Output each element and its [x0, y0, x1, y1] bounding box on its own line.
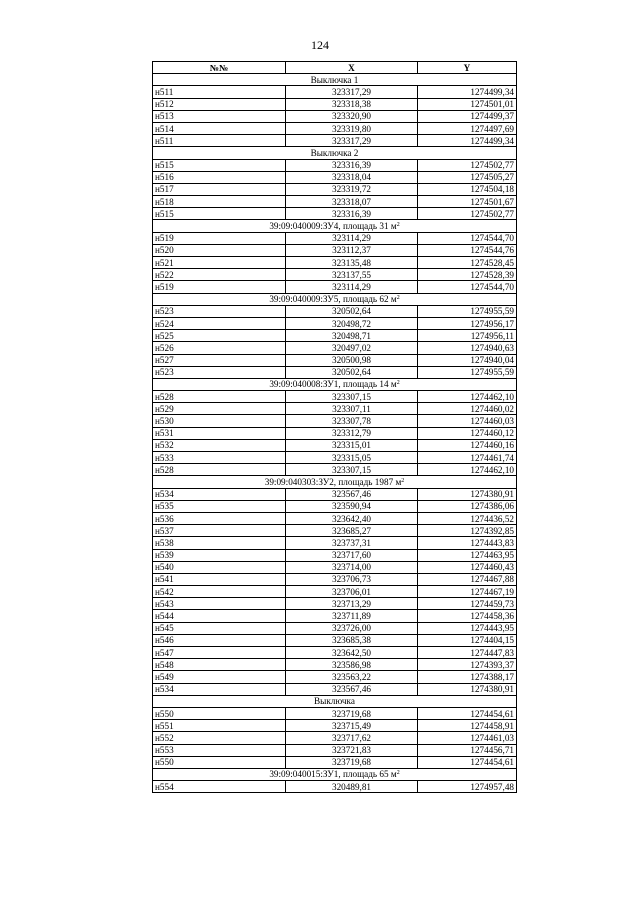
x-coordinate-cell: 323706,73 — [286, 573, 418, 585]
x-coordinate-cell: 323114,29 — [286, 232, 418, 244]
table-row — [153, 122, 517, 134]
table-row — [153, 647, 517, 659]
x-coordinate-cell: 323316,39 — [286, 159, 418, 171]
section-title-text: Выключка 1 — [310, 74, 359, 85]
table-row — [153, 525, 517, 537]
table-row — [153, 98, 517, 110]
point-number-cell: н529 — [153, 403, 286, 415]
y-coordinate-cell: 1274460,03 — [418, 415, 517, 427]
point-number-cell: н524 — [153, 317, 286, 329]
x-coordinate-cell: 323307,15 — [286, 464, 418, 476]
y-coordinate-cell: 1274528,39 — [418, 269, 517, 281]
table-row — [153, 707, 517, 719]
point-number-cell: н552 — [153, 732, 286, 744]
x-coordinate-cell: 323315,01 — [286, 439, 418, 451]
point-number-cell: н515 — [153, 159, 286, 171]
x-coordinate-cell: 323112,37 — [286, 244, 418, 256]
section-header-row — [153, 476, 517, 488]
point-number-cell: н517 — [153, 183, 286, 195]
table-row — [153, 342, 517, 354]
section-title-superscript: 2 — [396, 770, 400, 777]
y-coordinate-cell: 1274393,37 — [418, 659, 517, 671]
table-row — [153, 500, 517, 512]
point-number-cell: н519 — [153, 281, 286, 293]
point-number-cell: н539 — [153, 549, 286, 561]
point-number-cell: н550 — [153, 756, 286, 768]
y-coordinate-cell: 1274467,19 — [418, 586, 517, 598]
section-header-row — [153, 147, 517, 159]
x-coordinate-cell: 323737,31 — [286, 537, 418, 549]
section-header-row — [153, 695, 517, 707]
table-row — [153, 427, 517, 439]
y-coordinate-cell: 1274456,71 — [418, 744, 517, 756]
point-number-cell: н520 — [153, 244, 286, 256]
x-coordinate-cell: 323307,11 — [286, 403, 418, 415]
x-coordinate-cell: 323315,05 — [286, 452, 418, 464]
table-header-row — [153, 62, 517, 74]
y-coordinate-cell: 1274460,12 — [418, 427, 517, 439]
section-title-superscript: 2 — [396, 295, 400, 302]
point-number-cell: н515 — [153, 208, 286, 220]
point-number-cell: н544 — [153, 610, 286, 622]
table-body — [153, 74, 517, 793]
section-title-text: 39:09:040015:ЗУ1, площадь 65 м — [269, 769, 397, 780]
table-row — [153, 330, 517, 342]
y-coordinate-cell: 1274459,73 — [418, 598, 517, 610]
x-coordinate-cell: 320498,71 — [286, 330, 418, 342]
section-title-text: 39:09:040008:ЗУ1, площадь 14 м — [269, 379, 397, 390]
header-point-number: №№ — [153, 62, 286, 74]
table-row — [153, 196, 517, 208]
section-header-row — [153, 293, 517, 305]
x-coordinate-cell: 320502,64 — [286, 305, 418, 317]
x-coordinate-cell: 323563,22 — [286, 671, 418, 683]
table-row — [153, 549, 517, 561]
x-coordinate-cell: 320500,98 — [286, 354, 418, 366]
section-title — [153, 768, 517, 780]
y-coordinate-cell: 1274462,10 — [418, 391, 517, 403]
y-coordinate-cell: 1274499,37 — [418, 110, 517, 122]
point-number-cell: н532 — [153, 439, 286, 451]
point-number-cell: н550 — [153, 707, 286, 719]
x-coordinate-cell: 323319,80 — [286, 122, 418, 134]
y-coordinate-cell: 1274501,67 — [418, 196, 517, 208]
x-coordinate-cell: 323685,38 — [286, 634, 418, 646]
table-row — [153, 683, 517, 695]
y-coordinate-cell: 1274392,85 — [418, 525, 517, 537]
point-number-cell: н543 — [153, 598, 286, 610]
table-row — [153, 573, 517, 585]
section-title-text: 39:09:040009:ЗУ5, площадь 62 м — [269, 294, 397, 305]
x-coordinate-cell: 320502,64 — [286, 366, 418, 378]
table-row — [153, 537, 517, 549]
table-row — [153, 512, 517, 524]
point-number-cell: н533 — [153, 452, 286, 464]
section-header-row — [153, 220, 517, 232]
x-coordinate-cell: 323715,49 — [286, 720, 418, 732]
y-coordinate-cell: 1274505,27 — [418, 171, 517, 183]
point-number-cell: н528 — [153, 464, 286, 476]
table-row — [153, 110, 517, 122]
section-title-superscript: 2 — [396, 222, 400, 229]
point-number-cell: н511 — [153, 86, 286, 98]
x-coordinate-cell: 323137,55 — [286, 269, 418, 281]
table-row — [153, 208, 517, 220]
table-row — [153, 671, 517, 683]
table-row — [153, 744, 517, 756]
y-coordinate-cell: 1274461,03 — [418, 732, 517, 744]
section-header-row — [153, 768, 517, 780]
y-coordinate-cell: 1274544,70 — [418, 281, 517, 293]
y-coordinate-cell: 1274499,34 — [418, 86, 517, 98]
y-coordinate-cell: 1274404,15 — [418, 634, 517, 646]
x-coordinate-cell: 323307,78 — [286, 415, 418, 427]
x-coordinate-cell: 323721,83 — [286, 744, 418, 756]
x-coordinate-cell: 323316,39 — [286, 208, 418, 220]
y-coordinate-cell: 1274460,16 — [418, 439, 517, 451]
y-coordinate-cell: 1274463,95 — [418, 549, 517, 561]
section-title-superscript: 2 — [401, 477, 405, 484]
table-row — [153, 257, 517, 269]
point-number-cell: н527 — [153, 354, 286, 366]
point-number-cell: н551 — [153, 720, 286, 732]
x-coordinate-cell: 323711,89 — [286, 610, 418, 622]
y-coordinate-cell: 1274462,10 — [418, 464, 517, 476]
x-coordinate-cell: 323642,40 — [286, 512, 418, 524]
section-header-row — [153, 378, 517, 390]
x-coordinate-cell: 323312,79 — [286, 427, 418, 439]
y-coordinate-cell: 1274443,83 — [418, 537, 517, 549]
x-coordinate-cell: 323567,46 — [286, 683, 418, 695]
y-coordinate-cell: 1274502,77 — [418, 159, 517, 171]
x-coordinate-cell: 323714,00 — [286, 561, 418, 573]
table-row — [153, 732, 517, 744]
point-number-cell: н526 — [153, 342, 286, 354]
x-coordinate-cell: 323318,07 — [286, 196, 418, 208]
x-coordinate-cell: 320497,02 — [286, 342, 418, 354]
table-row — [153, 561, 517, 573]
table-row — [153, 452, 517, 464]
point-number-cell: н546 — [153, 634, 286, 646]
point-number-cell: н534 — [153, 488, 286, 500]
point-number-cell: н518 — [153, 196, 286, 208]
point-number-cell: н519 — [153, 232, 286, 244]
y-coordinate-cell: 1274544,70 — [418, 232, 517, 244]
x-coordinate-cell: 323318,38 — [286, 98, 418, 110]
y-coordinate-cell: 1274458,91 — [418, 720, 517, 732]
table-row — [153, 659, 517, 671]
page-number: 124 — [311, 38, 329, 52]
point-number-cell: н549 — [153, 671, 286, 683]
point-number-cell: н521 — [153, 257, 286, 269]
section-title-superscript: 2 — [396, 380, 400, 387]
point-number-cell: н513 — [153, 110, 286, 122]
y-coordinate-cell: 1274501,01 — [418, 98, 517, 110]
table-row — [153, 488, 517, 500]
y-coordinate-cell: 1274386,06 — [418, 500, 517, 512]
y-coordinate-cell: 1274499,34 — [418, 135, 517, 147]
point-number-cell: н547 — [153, 647, 286, 659]
table-row — [153, 305, 517, 317]
table-row — [153, 586, 517, 598]
y-coordinate-cell: 1274454,61 — [418, 707, 517, 719]
x-coordinate-cell: 323320,90 — [286, 110, 418, 122]
y-coordinate-cell: 1274957,48 — [418, 781, 517, 793]
table-row — [153, 135, 517, 147]
table-row — [153, 464, 517, 476]
y-coordinate-cell: 1274460,43 — [418, 561, 517, 573]
point-number-cell: н531 — [153, 427, 286, 439]
section-title-text: Выключка 2 — [310, 147, 359, 158]
point-number-cell: н514 — [153, 122, 286, 134]
y-coordinate-cell: 1274436,52 — [418, 512, 517, 524]
x-coordinate-cell: 323719,68 — [286, 756, 418, 768]
point-number-cell: н545 — [153, 622, 286, 634]
x-coordinate-cell: 323719,68 — [286, 707, 418, 719]
section-title-text: 39:09:040303:ЗУ2, площадь 1987 м — [264, 476, 402, 487]
y-coordinate-cell: 1274454,61 — [418, 756, 517, 768]
table-row — [153, 317, 517, 329]
y-coordinate-cell: 1274956,17 — [418, 317, 517, 329]
x-coordinate-cell: 323318,04 — [286, 171, 418, 183]
x-coordinate-cell: 323706,01 — [286, 586, 418, 598]
table-row — [153, 610, 517, 622]
x-coordinate-cell: 323135,48 — [286, 257, 418, 269]
point-number-cell: н525 — [153, 330, 286, 342]
y-coordinate-cell: 1274956,11 — [418, 330, 517, 342]
table-row — [153, 281, 517, 293]
table-row — [153, 622, 517, 634]
point-number-cell: н538 — [153, 537, 286, 549]
point-number-cell: н554 — [153, 781, 286, 793]
section-title — [153, 147, 517, 159]
section-title-text: 39:09:040009:ЗУ4, площадь 31 м — [269, 221, 397, 232]
table-row — [153, 598, 517, 610]
table-row — [153, 269, 517, 281]
section-title-text: Выключка — [314, 696, 355, 707]
table-row — [153, 171, 517, 183]
point-number-cell: н542 — [153, 586, 286, 598]
y-coordinate-cell: 1274461,74 — [418, 452, 517, 464]
point-number-cell: н511 — [153, 135, 286, 147]
y-coordinate-cell: 1274504,18 — [418, 183, 517, 195]
section-title — [153, 476, 517, 488]
x-coordinate-cell: 323317,29 — [286, 135, 418, 147]
table-row — [153, 756, 517, 768]
point-number-cell: н522 — [153, 269, 286, 281]
x-coordinate-cell: 323642,50 — [286, 647, 418, 659]
coordinates-table — [152, 61, 517, 793]
x-coordinate-cell: 323567,46 — [286, 488, 418, 500]
section-title — [153, 293, 517, 305]
table-row — [153, 403, 517, 415]
point-number-cell: н512 — [153, 98, 286, 110]
x-coordinate-cell: 323586,98 — [286, 659, 418, 671]
y-coordinate-cell: 1274940,63 — [418, 342, 517, 354]
y-coordinate-cell: 1274497,69 — [418, 122, 517, 134]
header-x: X — [286, 62, 418, 74]
y-coordinate-cell: 1274388,17 — [418, 671, 517, 683]
x-coordinate-cell: 320489,81 — [286, 781, 418, 793]
point-number-cell: н540 — [153, 561, 286, 573]
y-coordinate-cell: 1274447,83 — [418, 647, 517, 659]
table-row — [153, 232, 517, 244]
table-row — [153, 86, 517, 98]
y-coordinate-cell: 1274544,76 — [418, 244, 517, 256]
x-coordinate-cell: 323717,60 — [286, 549, 418, 561]
table-row — [153, 159, 517, 171]
x-coordinate-cell: 323307,15 — [286, 391, 418, 403]
section-title — [153, 74, 517, 86]
y-coordinate-cell: 1274380,91 — [418, 488, 517, 500]
section-header-row — [153, 74, 517, 86]
point-number-cell: н537 — [153, 525, 286, 537]
point-number-cell: н516 — [153, 171, 286, 183]
y-coordinate-cell: 1274380,91 — [418, 683, 517, 695]
point-number-cell: н528 — [153, 391, 286, 403]
table-row — [153, 183, 517, 195]
y-coordinate-cell: 1274528,45 — [418, 257, 517, 269]
section-title — [153, 220, 517, 232]
point-number-cell: н553 — [153, 744, 286, 756]
x-coordinate-cell: 323685,27 — [286, 525, 418, 537]
table-row — [153, 244, 517, 256]
point-number-cell: н548 — [153, 659, 286, 671]
x-coordinate-cell: 323114,29 — [286, 281, 418, 293]
y-coordinate-cell: 1274502,77 — [418, 208, 517, 220]
table-row — [153, 634, 517, 646]
table-row — [153, 391, 517, 403]
point-number-cell: н536 — [153, 512, 286, 524]
section-title — [153, 695, 517, 707]
x-coordinate-cell: 320498,72 — [286, 317, 418, 329]
table-row — [153, 366, 517, 378]
x-coordinate-cell: 323717,62 — [286, 732, 418, 744]
point-number-cell: н523 — [153, 305, 286, 317]
point-number-cell: н534 — [153, 683, 286, 695]
x-coordinate-cell: 323319,72 — [286, 183, 418, 195]
point-number-cell: н535 — [153, 500, 286, 512]
table-row — [153, 415, 517, 427]
table-row — [153, 354, 517, 366]
table-row — [153, 720, 517, 732]
y-coordinate-cell: 1274467,88 — [418, 573, 517, 585]
x-coordinate-cell: 323317,29 — [286, 86, 418, 98]
point-number-cell: н523 — [153, 366, 286, 378]
y-coordinate-cell: 1274940,04 — [418, 354, 517, 366]
section-title — [153, 378, 517, 390]
y-coordinate-cell: 1274460,02 — [418, 403, 517, 415]
header-y: Y — [418, 62, 517, 74]
x-coordinate-cell: 323590,94 — [286, 500, 418, 512]
y-coordinate-cell: 1274955,59 — [418, 366, 517, 378]
point-number-cell: н530 — [153, 415, 286, 427]
table-row — [153, 781, 517, 793]
x-coordinate-cell: 323713,29 — [286, 598, 418, 610]
y-coordinate-cell: 1274458,36 — [418, 610, 517, 622]
table-row — [153, 439, 517, 451]
y-coordinate-cell: 1274955,59 — [418, 305, 517, 317]
x-coordinate-cell: 323726,00 — [286, 622, 418, 634]
y-coordinate-cell: 1274443,95 — [418, 622, 517, 634]
point-number-cell: н541 — [153, 573, 286, 585]
